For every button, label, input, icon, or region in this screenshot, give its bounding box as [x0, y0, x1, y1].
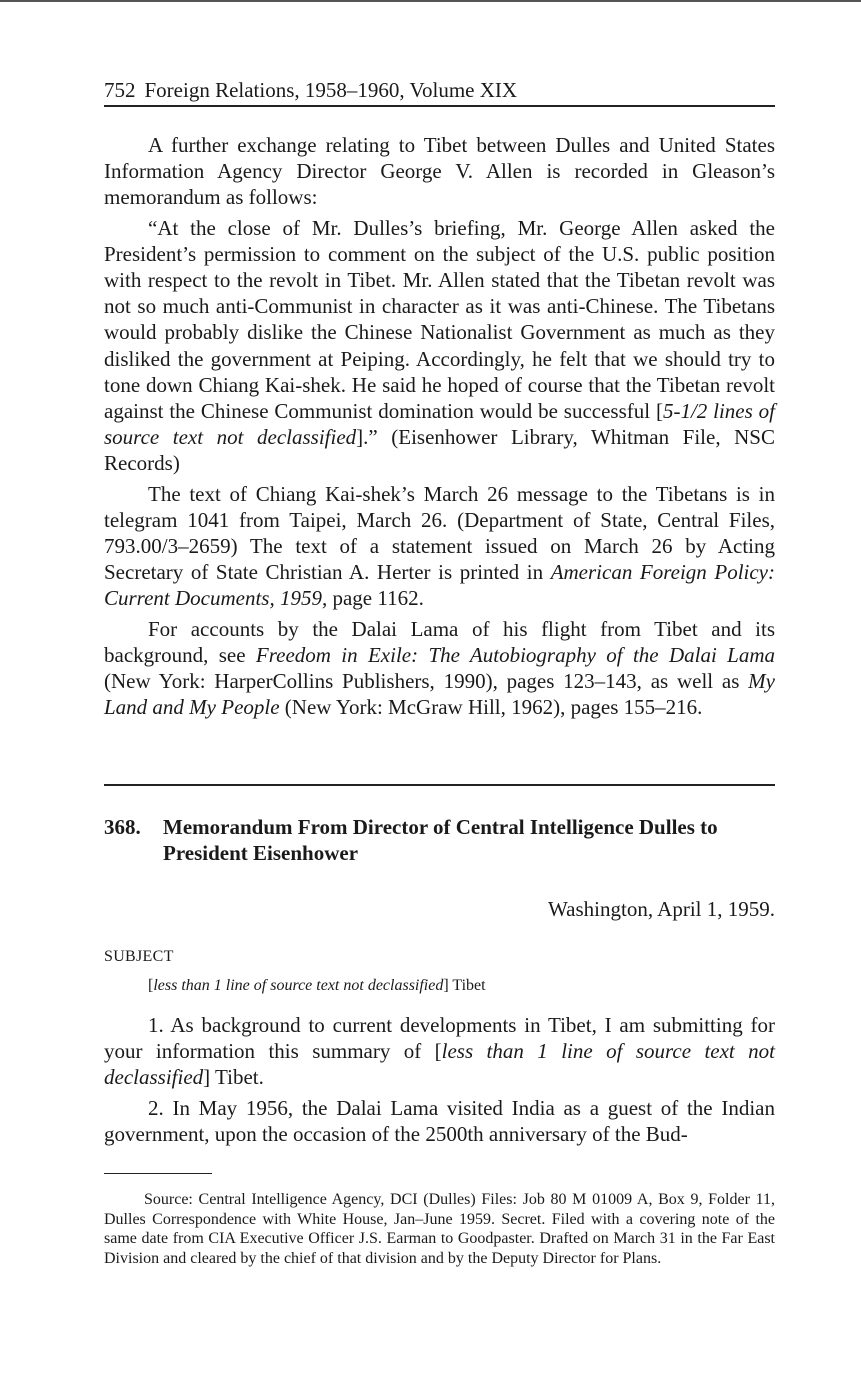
subject-line [148, 977, 486, 995]
source-footnote [104, 1190, 775, 1268]
memo-p1-end: ] Tibet. [203, 1065, 264, 1090]
memo-paragraph-2: 2. In May 1956, the Dalai Lama visited India as a guest of the Indian government, upon the occasion of the 2500th anniversary of the Bud- [104, 1095, 775, 1146]
intro-p4-end: (New York: McGraw Hill, 1962), pages 155–216. [279, 695, 703, 720]
intro-p4-italic-1: Freedom in Exile: The Autobiography of the Dalai Lama [255, 642, 775, 667]
document-heading [104, 814, 775, 866]
intro-p4-mid: (New York: HarperCollins Publishers, 1990), pages 123–143, as well as [104, 669, 749, 694]
intro-p3-text: The text of Chiang Kai-shek’s March 26 message to the Tibetans is in telegram 1041 from Taipei, March 26. (Department of State, Central Files, 793.00/3–2659) The text of a statement issued on March 26 by Acting Secretary of State Christian A. Herter is printed in [104, 481, 775, 585]
subject-italic: less than 1 line of source text not declassified [153, 977, 444, 994]
page-number: 752 [104, 78, 136, 102]
memo-p1-italic: less than 1 line of source text not declassified [104, 1039, 776, 1090]
intro-p3-end: page 1162. [327, 586, 424, 611]
subject-open: [ [148, 977, 154, 994]
intro-p4-start: For accounts by the Dalai Lama of his flight from Tibet and its background, see [104, 616, 775, 667]
footnote-text: Source: Central Intelligence Agency, DCI (Dulles) Files: Job 80 M 01009 A, Box 9, Folder 11, Dulles Correspondence with White House, Jan–June 1959. Secret. Filed with a covering note of the same date from CIA Executive Officer J.S. Earman to Goodpaster. Drafted on March 31 in the Far East Division and cleared by the chief of that division and by the Deputy Director for Plans. [104, 1191, 775, 1267]
intro-paragraph-4 [104, 616, 775, 721]
document-title: Memorandum From Director of Central Intelligence Dulles to President Eisenhower [163, 815, 718, 865]
intro-p2-end: ].” (Eisenhower Library, Whitman File, NSC Records) [104, 425, 775, 476]
scan-top-edge [0, 0, 861, 2]
memo-p1-text: 1. As background to current developments in Tibet, I am submitting for your information this summary of [ [104, 1013, 775, 1064]
subject-close: ] Tibet [443, 977, 486, 994]
section-divider [104, 784, 775, 786]
memo-paragraph-1 [104, 1012, 775, 1091]
intro-p2-italic: 5-1/2 lines of source text not declassified [104, 399, 775, 450]
footnote-rule [104, 1173, 212, 1174]
editorial-note [104, 132, 775, 724]
running-title: Foreign Relations, 1958–1960, Volume XIX [144, 78, 518, 102]
subject-label: SUBJECT [104, 948, 174, 965]
intro-paragraph-3 [104, 481, 775, 612]
memo-body [104, 1012, 775, 1151]
document-number: 368. [104, 815, 141, 839]
intro-p2-text: “At the close of Mr. Dulles’s briefing, Mr. George Allen asked the President’s permission to comment on the subject of the U.S. public position with respect to the revolt in Tibet. Mr. Allen stated that the Tibetan revolt was not so much anti-Communist in character as it was anti-Chinese. The Tibetans would probably dislike the Chinese Nationalist Government as much as they disliked the government at Peiping. Accordingly, he felt that we should try to tone down Chiang Kai-shek. He said he hoped of course that the Tibetan revolt against the Chinese Communist domination would be successful [ [104, 215, 775, 424]
intro-p4-italic-2: My Land and My People [104, 669, 775, 720]
running-header [104, 76, 775, 107]
intro-paragraph-1: A further exchange relating to Tibet between Dulles and United States Information Agency Director George V. Allen is recorded in Gleason’s memorandum as follows: [104, 133, 775, 210]
intro-p3-italic: American Foreign Policy: Current Documents, 1959, [104, 560, 775, 611]
intro-paragraph-2 [104, 215, 775, 477]
dateline: Washington, April 1, 1959. [548, 897, 775, 921]
